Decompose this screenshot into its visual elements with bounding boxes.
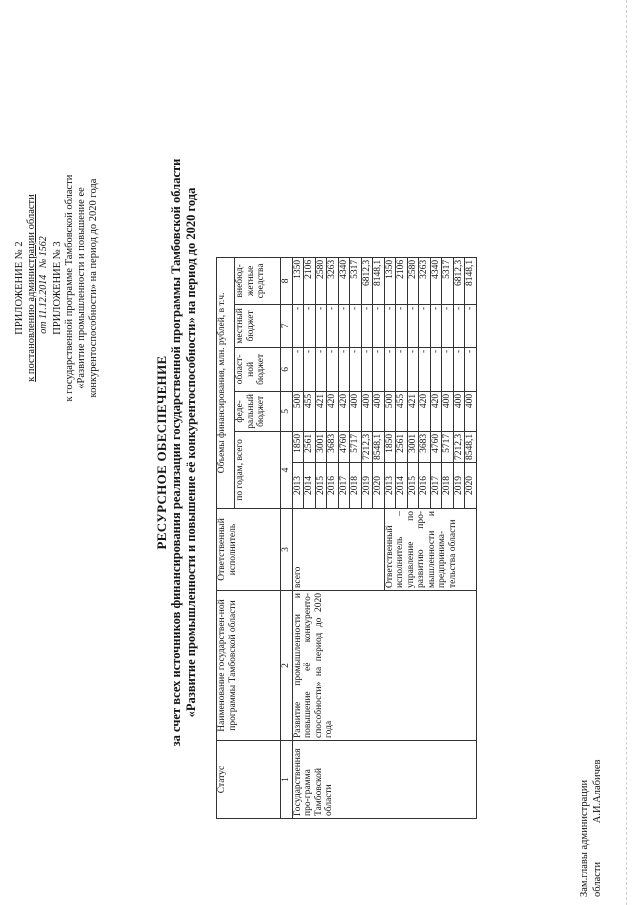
year-cell: 2016	[419, 463, 431, 509]
col-number: 6	[281, 347, 293, 391]
header-status: Статус	[217, 741, 281, 819]
header-extrabudget: внебюд-жетные средства	[235, 257, 281, 304]
total-cell: 8548,1	[465, 431, 477, 462]
extra-cell: 2106	[304, 257, 316, 304]
total-cell: 4760	[338, 431, 350, 462]
extra-cell: 8148,1	[373, 257, 385, 304]
year-cell: 2018	[442, 463, 454, 509]
local-cell: -	[430, 304, 442, 347]
appendix3-line2: «Развитие промышленности и повышение ее	[76, 187, 87, 389]
signature-region: области	[592, 861, 603, 897]
signature-name: А.И.Алабичев	[592, 759, 603, 824]
status-cell: Государственная про-грамма Тамбовской области	[292, 741, 476, 819]
total-cell: 1850	[384, 431, 396, 462]
extra-cell: 2580	[315, 257, 327, 304]
appendix3-line1: к государственной программе Тамбовской области	[64, 174, 75, 402]
resource-table	[216, 257, 477, 819]
document-subtitle: за счет всех источников финансирования реализации государственной программы Тамбовской области	[169, 158, 183, 747]
signature-line2	[591, 760, 604, 898]
federal-cell: 421	[407, 391, 419, 431]
federal-cell: 420	[419, 391, 431, 431]
local-cell: -	[384, 304, 396, 347]
year-cell: 2019	[361, 463, 373, 509]
appendix2-number: № 1562	[38, 236, 49, 269]
local-cell: -	[304, 304, 316, 347]
local-cell: -	[407, 304, 419, 347]
regional-cell: -	[327, 347, 339, 391]
federal-cell: 420	[327, 391, 339, 431]
regional-cell: -	[350, 347, 362, 391]
total-cell: 3001	[407, 431, 419, 462]
total-cell: 3683	[419, 431, 431, 462]
year-cell: 2015	[315, 463, 327, 509]
local-cell: -	[361, 304, 373, 347]
regional-cell: -	[373, 347, 385, 391]
federal-cell: 400	[465, 391, 477, 431]
total-cell: 5717	[442, 431, 454, 462]
federal-cell: 400	[361, 391, 373, 431]
col-number: 4	[281, 431, 293, 508]
federal-cell: 500	[384, 391, 396, 431]
appendix2-date: от 11.12.2014	[38, 274, 49, 334]
appendix2-date-line	[38, 78, 50, 498]
total-cell: 2561	[304, 431, 316, 462]
regional-cell: -	[315, 347, 327, 391]
header-federal: феде-ральный бюджет	[235, 391, 281, 431]
federal-cell: 400	[453, 391, 465, 431]
year-cell: 2020	[465, 463, 477, 509]
executor-cell: Ответственный исполнитель – управление по развитию про-мышленности и предпринима-тельства области	[384, 509, 476, 591]
appendix3-title: ПРИЛОЖЕНИЕ № 3	[52, 241, 63, 335]
col-number: 1	[281, 741, 293, 819]
regional-cell: -	[430, 347, 442, 391]
signature-position: Зам.главы администрации	[579, 779, 590, 897]
year-cell: 2013	[384, 463, 396, 509]
total-cell: 8548,1	[373, 431, 385, 462]
federal-cell: 420	[430, 391, 442, 431]
year-cell: 2017	[430, 463, 442, 509]
federal-cell: 455	[396, 391, 408, 431]
extra-cell: 3263	[327, 257, 339, 304]
federal-cell: 500	[292, 391, 304, 431]
extra-cell: 3263	[419, 257, 431, 304]
regional-cell: -	[465, 347, 477, 391]
federal-cell: 420	[338, 391, 350, 431]
federal-cell: 421	[315, 391, 327, 431]
col-number: 3	[281, 509, 293, 591]
year-cell: 2015	[407, 463, 419, 509]
col-number: 7	[281, 304, 293, 347]
document-subtitle-program: «Развитие промышленности и повышение её конкурентоспособности» на период до 2020 года	[184, 187, 198, 718]
extra-cell: 2580	[407, 257, 419, 304]
header-executor: Ответственный исполнитель	[217, 509, 281, 591]
regional-cell: -	[304, 347, 316, 391]
extra-cell: 1350	[384, 257, 396, 304]
local-cell: -	[373, 304, 385, 347]
extra-cell: 1350	[292, 257, 304, 304]
local-cell: -	[419, 304, 431, 347]
regional-cell: -	[361, 347, 373, 391]
extra-cell: 6812,3	[361, 257, 373, 304]
local-cell: -	[465, 304, 477, 347]
regional-cell: -	[419, 347, 431, 391]
header-regional: област-ной бюджет	[235, 347, 281, 391]
federal-cell: 400	[442, 391, 454, 431]
extra-cell: 4340	[430, 257, 442, 304]
col-number: 8	[281, 257, 293, 304]
total-cell: 2561	[396, 431, 408, 462]
regional-cell: -	[396, 347, 408, 391]
local-cell: -	[327, 304, 339, 347]
header-local: местный бюджет	[235, 304, 281, 347]
regional-cell: -	[453, 347, 465, 391]
total-cell: 3683	[327, 431, 339, 462]
federal-cell: 400	[350, 391, 362, 431]
regional-cell: -	[442, 347, 454, 391]
col-number: 2	[281, 591, 293, 741]
local-cell: -	[338, 304, 350, 347]
table-row	[292, 257, 304, 818]
appendix-header	[14, 78, 100, 498]
extra-cell: 8148,1	[465, 257, 477, 304]
regional-cell: -	[384, 347, 396, 391]
total-cell: 1850	[292, 431, 304, 462]
local-cell: -	[453, 304, 465, 347]
total-cell: 7212,3	[361, 431, 373, 462]
signature-block	[578, 760, 604, 898]
federal-cell: 400	[373, 391, 385, 431]
local-cell: -	[442, 304, 454, 347]
appendix3-line3: конкурентоспособности» на период до 2020 года	[88, 178, 99, 398]
program-name-cell: Развитие промышленности и повышение её конкуренто-способности» на период до 2020 года	[292, 591, 476, 741]
local-cell: -	[350, 304, 362, 347]
total-cell: 4760	[430, 431, 442, 462]
regional-cell: -	[407, 347, 419, 391]
header-program-name: Наименование государствен-ной программы Тамбовской области	[217, 591, 281, 741]
year-cell: 2014	[396, 463, 408, 509]
header-volumes: Объемы финансирования, млн. рублей, в т.ч.	[217, 257, 235, 508]
executor-cell: всего	[292, 509, 384, 591]
year-cell: 2014	[304, 463, 316, 509]
year-cell: 2013	[292, 463, 304, 509]
extra-cell: 4340	[338, 257, 350, 304]
appendix2-title: ПРИЛОЖЕНИЕ № 2	[14, 241, 25, 335]
regional-cell: -	[292, 347, 304, 391]
extra-cell: 2106	[396, 257, 408, 304]
year-cell: 2016	[327, 463, 339, 509]
extra-cell: 6812,3	[453, 257, 465, 304]
page-edge-divider	[626, 0, 627, 905]
extra-cell: 5317	[350, 257, 362, 304]
regional-cell: -	[338, 347, 350, 391]
federal-cell: 455	[304, 391, 316, 431]
local-cell: -	[396, 304, 408, 347]
appendix2-line: к постановлению администрации области	[26, 194, 37, 382]
document-title: РЕСУРСНОЕ ОБЕСПЕЧЕНИЕ	[154, 355, 169, 550]
year-cell: 2019	[453, 463, 465, 509]
total-cell: 7212,3	[453, 431, 465, 462]
local-cell: -	[292, 304, 304, 347]
total-cell: 3001	[315, 431, 327, 462]
total-cell: 5717	[350, 431, 362, 462]
local-cell: -	[315, 304, 327, 347]
year-cell: 2020	[373, 463, 385, 509]
extra-cell: 5317	[442, 257, 454, 304]
year-cell: 2017	[338, 463, 350, 509]
col-number: 5	[281, 391, 293, 431]
header-by-years: по годам, всего	[235, 431, 281, 508]
year-cell: 2018	[350, 463, 362, 509]
